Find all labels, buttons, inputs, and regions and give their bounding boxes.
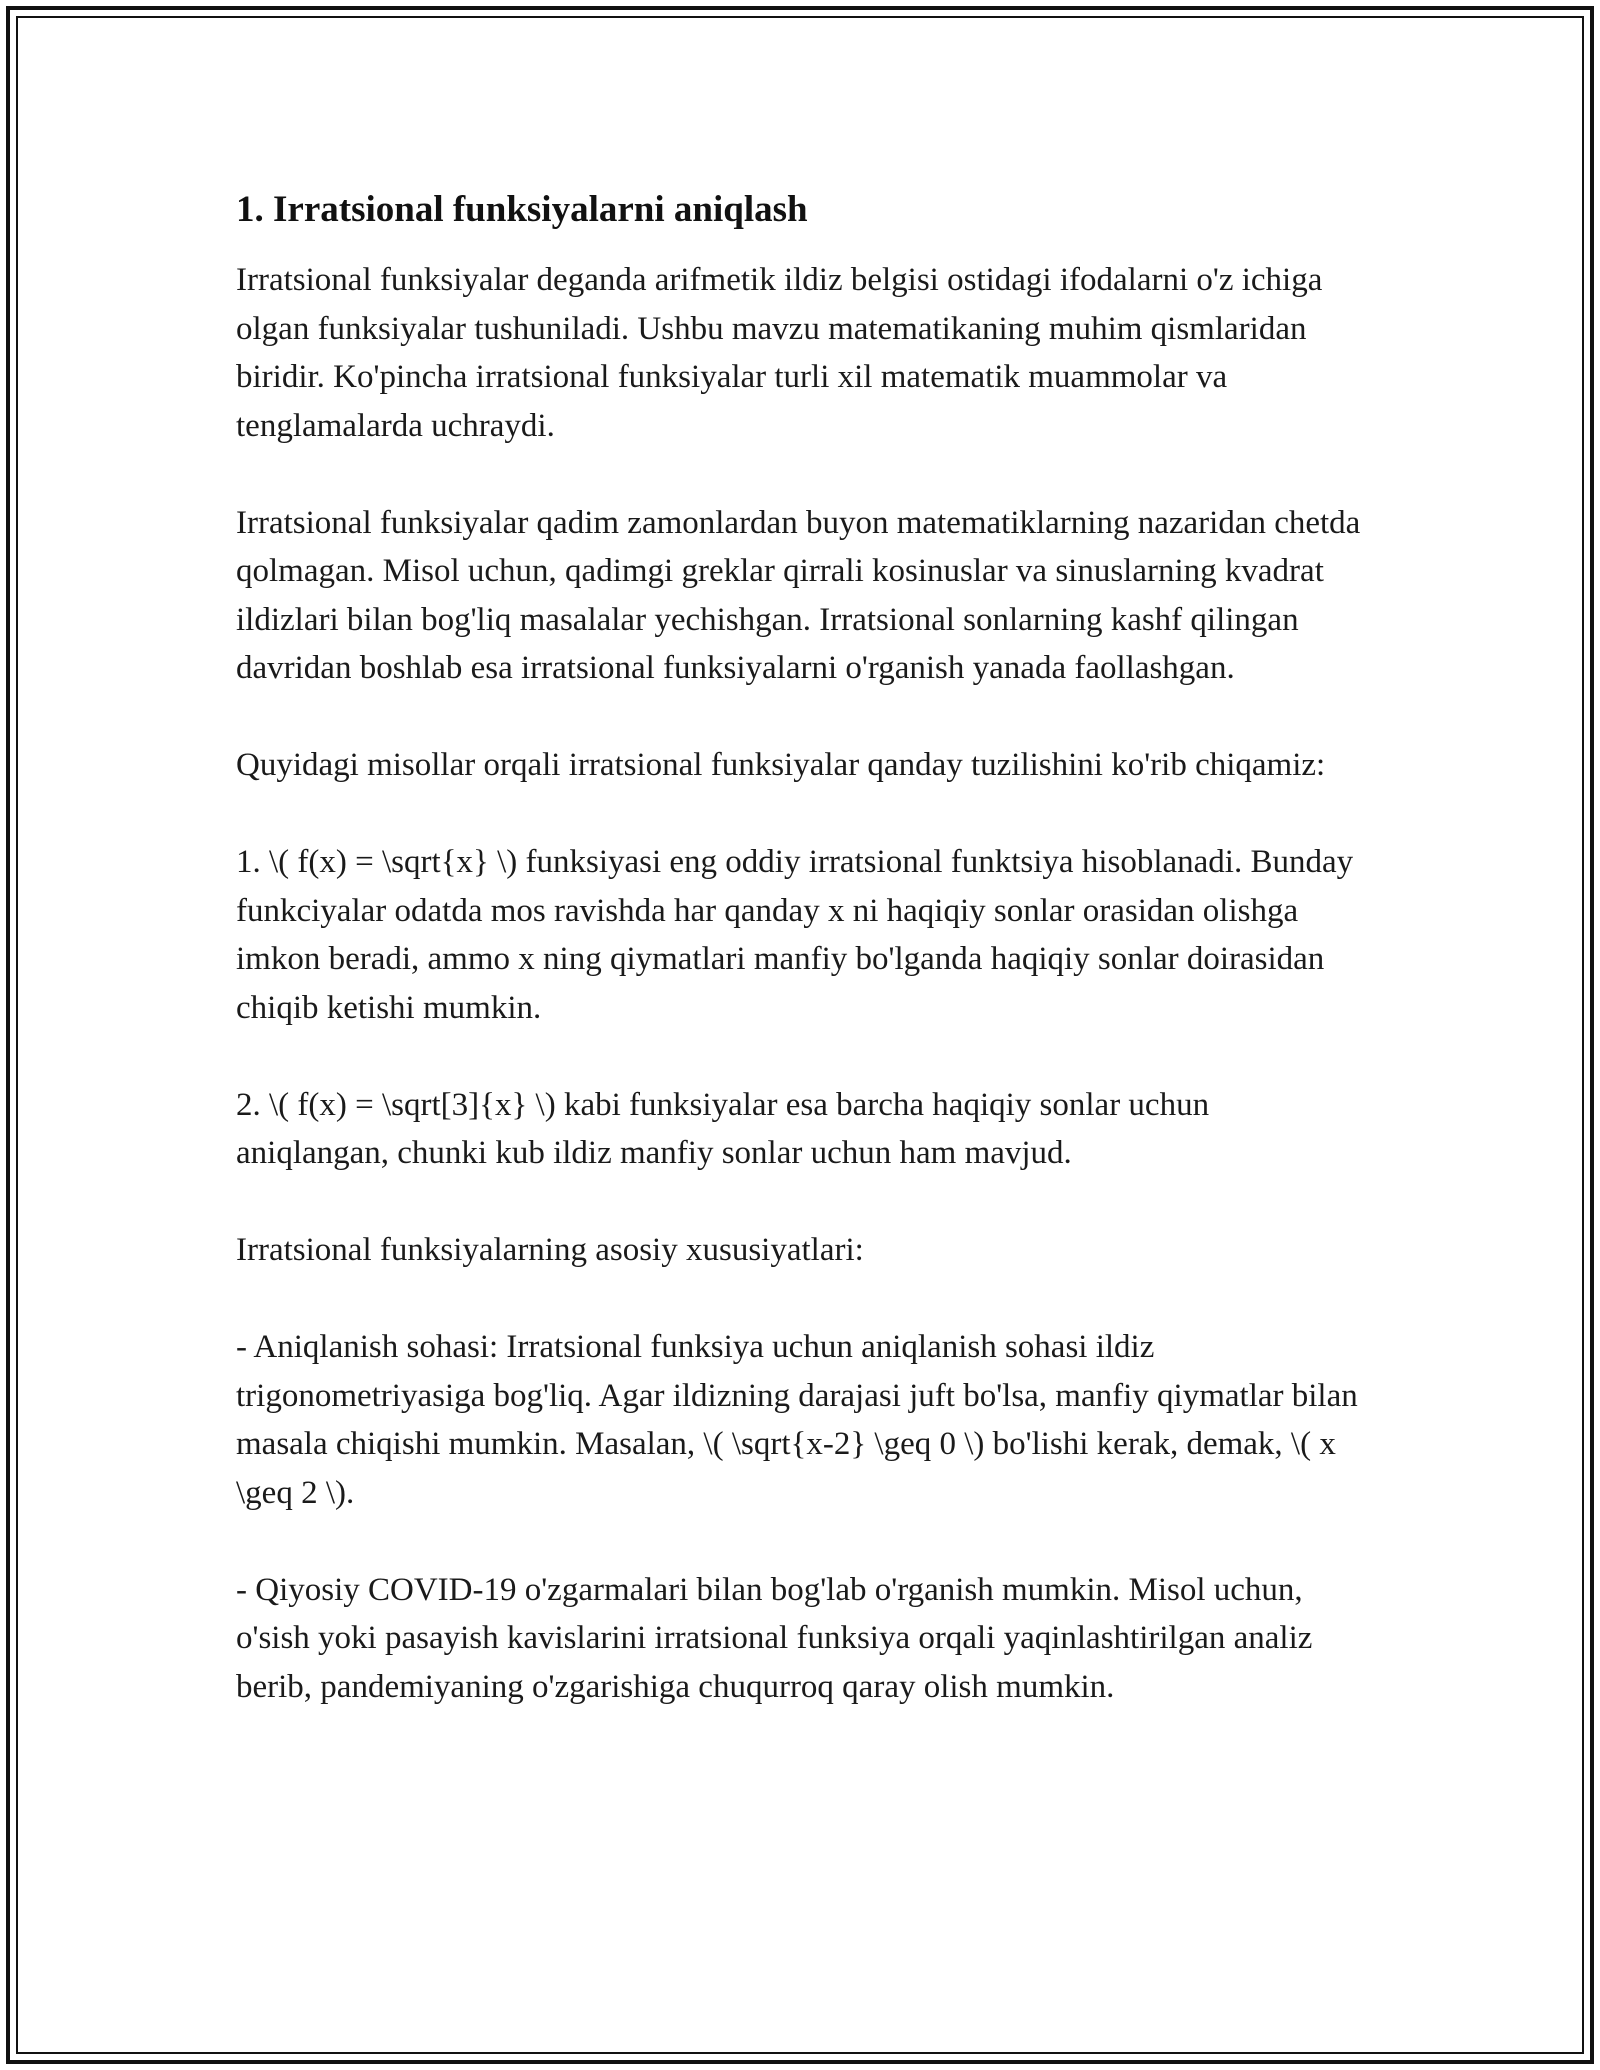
document-body: [236, 186, 1366, 1711]
paragraph-example-1: 1. \( f(x) = \sqrt{x} \) funksiyasi eng oddiy irratsional funktsiya hisoblanadi. Bunday funkciyalar odatda mos ravishda har qanday x ni haqiqiy sonlar orasidan olishga imkon beradi, ammo x ning qiymatlari manfiy bo'lganda haqiqiy sonlar doirasidan chiqib ketishi mumkin.: [236, 844, 1354, 1026]
paragraph-properties-intro: Irratsional funksiyalarning asosiy xususiyatlari:: [236, 1232, 864, 1268]
paragraph-example-2: 2. \( f(x) = \sqrt[3]{x} \) kabi funksiyalar esa barcha haqiqiy sonlar uchun aniqlangan, chunki kub ildiz manfiy sonlar uchun ham mavjud.: [236, 1086, 1210, 1171]
section-heading: 1. Irratsional funksiyalarni aniqlash: [236, 189, 808, 230]
paragraph-definition: Irratsional funksiyalar deganda arifmetik ildiz belgisi ostidagi ifodalarni o'z ichiga olgan funksiyalar tushuniladi. Ushbu mavzu matematikaning muhim qismlaridan biridir. Ko'pincha irratsional funksiyalar turli xil matematik muammolar va tenglamalarda uchraydi.: [236, 262, 1323, 444]
paragraph-domain: - Aniqlanish sohasi: Irratsional funksiya uchun aniqlanish sohasi ildiz trigonometriyasiga bog'liq. Agar ildizning darajasi juft bo'lsa, manfiy qiymatlar bilan masala chiqishi mumkin. Masalan, \( \sqrt{x-2} \geq 0 \) bo'lishi kerak, demak, \( x \geq 2 \).: [236, 1329, 1358, 1511]
paragraph-examples-intro: Quyidagi misollar orqali irratsional funksiyalar qanday tuzilishini ko'rib chiqamiz:: [236, 747, 1326, 783]
paragraph-covid: - Qiyosiy COVID-19 o'zgarmalari bilan bog'lab o'rganish mumkin. Misol uchun, o'sish yoki pasayish kavislarini irratsional funksiya orqali yaqinlashtirilgan analiz berib, pandemiyaning o'zgarishiga chuqurroq qaray olish mumkin.: [236, 1571, 1313, 1705]
paragraph-history: Irratsional funksiyalar qadim zamonlardan buyon matematiklarning nazaridan chetda qolmagan. Misol uchun, qadimgi greklar qirrali kosinuslar va sinuslarning kvadrat ildizlari bilan bog'liq masalalar yechishgan. Irratsional sonlarning kashf qilingan davridan boshlab esa irratsional funksiyalarni o'rganish yanada faollashgan.: [236, 504, 1361, 686]
